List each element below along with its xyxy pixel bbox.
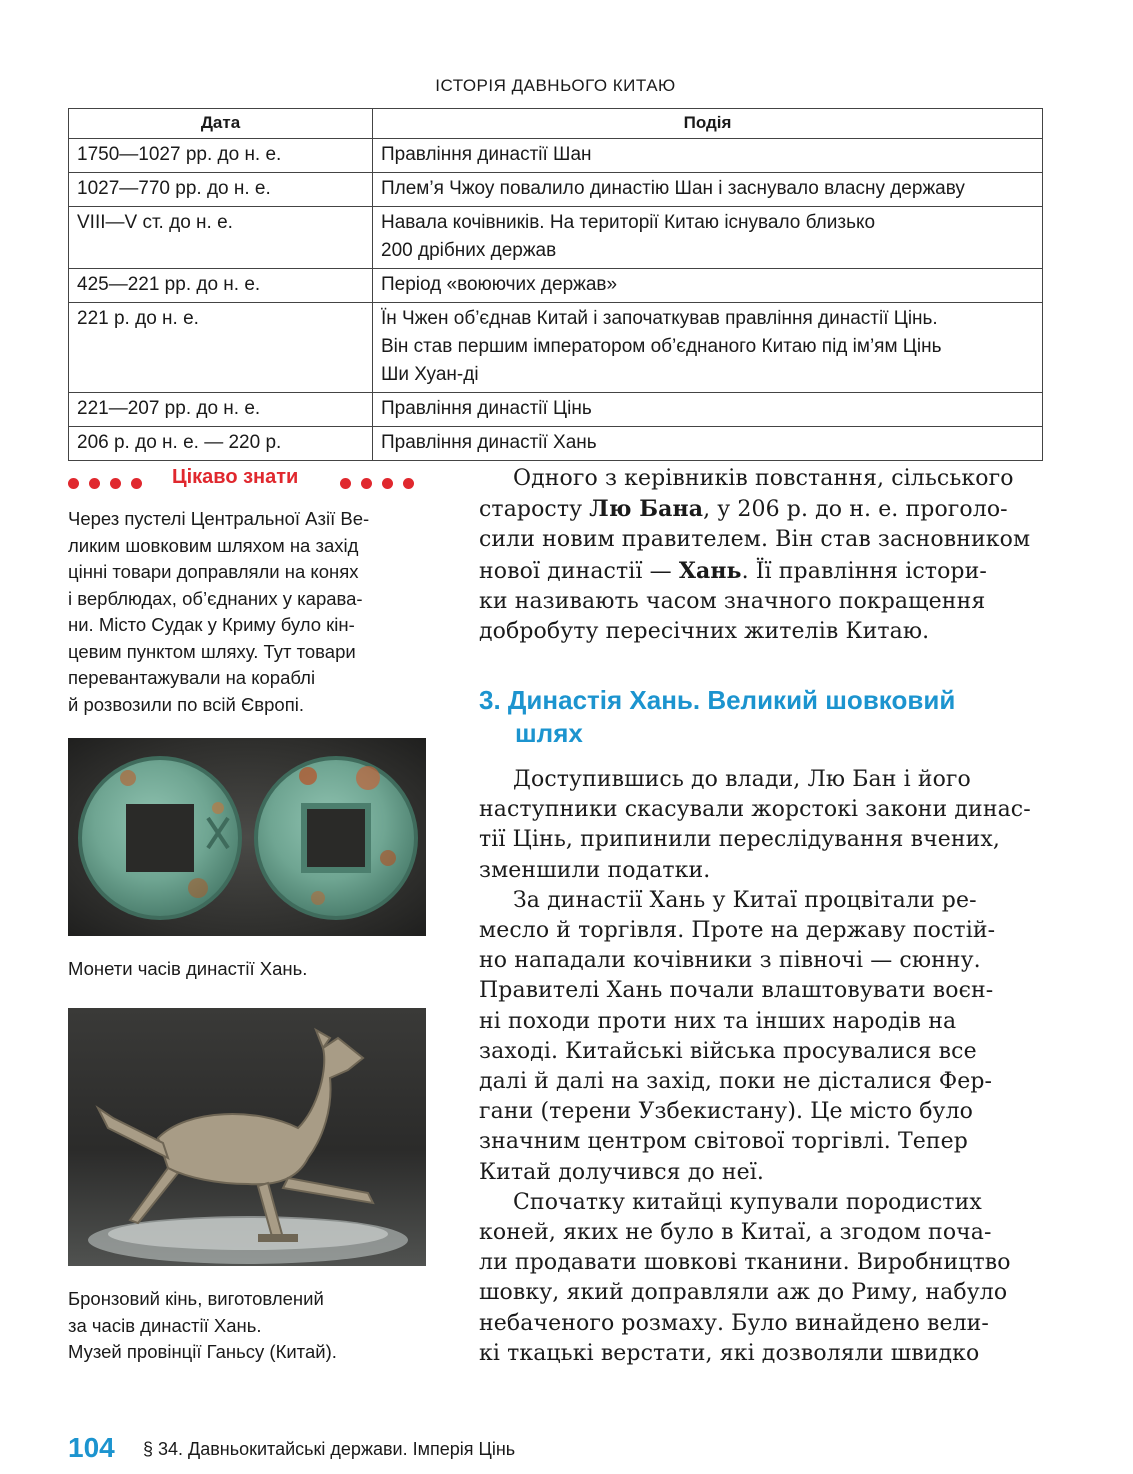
date-cell: 221 р. до н. е. <box>69 303 373 393</box>
table-row <box>69 207 1043 269</box>
date-cell: 425—221 рр. до н. е. <box>69 269 373 303</box>
coin-right <box>256 758 416 918</box>
fact-line: цінні товари доправляли на конях <box>68 561 359 582</box>
body-line: тії Цінь, припинили переслідування вчених, <box>479 827 1000 853</box>
fact-box-text <box>68 506 413 718</box>
fact-line: ликим шовковим шляхом на захід <box>68 534 359 556</box>
body-line: ли продавати шовкові тканини. Виробництво <box>479 1250 1011 1276</box>
horse-photo <box>68 1008 426 1266</box>
body-line: шовку, який доправляли аж до Риму, набуло <box>479 1280 1008 1306</box>
intro-line: старосту Лю Бана, у 206 р. до н. е. проголо- <box>479 496 1008 523</box>
event-cell: Правління династії Шан <box>373 139 1043 173</box>
date-cell: 221—207 рр. до н. е. <box>69 393 373 427</box>
intro-line: сили новим правителем. Він став засновником <box>479 527 1031 553</box>
body-line: Доступившись до влади, Лю Бан і його <box>513 767 971 792</box>
fact-box-header <box>68 466 428 496</box>
fact-line: Через пустелі Центральної Азії Ве- <box>68 508 370 529</box>
page-number: 104 <box>68 1432 115 1463</box>
body-line: далі й далі на захід, поки не дісталися Фер- <box>479 1069 993 1095</box>
table-row <box>69 173 1043 207</box>
table-row <box>69 427 1043 461</box>
date-cell: 1750—1027 рр. до н. е. <box>69 139 373 173</box>
bold-name: Лю Бана <box>589 496 704 523</box>
main-paragraphs <box>479 765 1044 1369</box>
body-line: зменшили податки. <box>479 857 711 883</box>
intro-line: нової династії — Хань. Її правління істори- <box>479 557 987 584</box>
body-line: гани (терени Узбекистану). Це місто було <box>479 1099 974 1125</box>
table-row <box>69 139 1043 173</box>
intro-paragraph <box>479 464 1044 647</box>
body-line: наступники скасували жорстокі закони динас- <box>479 797 1031 823</box>
intro-line: добробуту пересічних жителів Китаю. <box>479 619 930 645</box>
table-row <box>69 393 1043 427</box>
intro-line: ки називають часом значного покращення <box>479 588 986 614</box>
date-cell: VIII—V ст. до н. е. <box>69 207 373 269</box>
table-row <box>69 269 1043 303</box>
body-line: кі ткацькі верстати, які дозволяли швидко <box>479 1340 980 1366</box>
intro-line: Одного з керівників повстання, сільського <box>513 466 1014 491</box>
body-line: коней, яких не було в Китаї, а згодом поча- <box>479 1220 992 1246</box>
bold-dynasty: Хань <box>678 557 742 584</box>
event-cell: Період «воюючих держав» <box>373 269 1043 303</box>
body-line: значним центром світової торгівлі. Тепер <box>479 1129 968 1155</box>
fact-line: цевим пунктом шляху. Тут товари <box>68 640 356 662</box>
date-cell: 1027—770 рр. до н. е. <box>69 173 373 207</box>
body-line: но нападали кочівники з півночі — сюнну. <box>479 948 981 974</box>
event-cell: Навала кочівників. На території Китаю існувало близько 200 дрібних держав <box>373 207 1043 269</box>
body-line: небаченого розмаху. Було винайдено вели- <box>479 1310 989 1336</box>
fact-line: й розвозили по всій Європі. <box>68 693 304 715</box>
header-event: Подія <box>373 109 1043 139</box>
horse-caption: Бронзовий кінь, виготовлений за часів династії Хань. Музей провінції Ганьсу (Китай). <box>68 1288 337 1362</box>
chronology-table <box>68 108 1043 461</box>
body-line: месло й торгівля. Проте на державу постій- <box>479 918 996 944</box>
table-header-row <box>69 109 1043 139</box>
section-heading: 3. Династія Хань. Великий шовковий шлях <box>479 685 956 748</box>
body-line: ні походи проти них та інших народів на <box>479 1008 957 1034</box>
body-line: заході. Китайські війська просувалися все <box>479 1038 977 1064</box>
decorative-dots-left <box>68 476 152 494</box>
header-date: Дата <box>69 109 373 139</box>
fact-box-title: Цікаво знати <box>172 466 299 488</box>
event-cell: Правління династії Хань <box>373 427 1043 461</box>
body-line: Спочатку китайці купували породистих <box>513 1189 982 1215</box>
chapter-title: § 34. Давньокитайські держави. Імперія Цінь <box>143 1439 516 1459</box>
body-line: Правителі Хань почали влаштовувати воєн- <box>479 978 994 1004</box>
table-title: ІСТОРІЯ ДАВНЬОГО КИТАЮ <box>435 76 676 95</box>
fact-line: ни. Місто Судак у Криму було кін- <box>68 614 355 635</box>
event-cell: Їн Чжен об’єднав Китай і започаткував правління династії Цінь. Він став першим імператором об’єднаного Китаю під ім’ям Цінь Ши Хуан-ді <box>373 303 1043 393</box>
fact-line: перевантажували на кораблі <box>68 667 316 688</box>
decorative-dots-right <box>340 476 424 494</box>
fact-line: і верблюдах, об’єднаних у карава- <box>68 587 363 609</box>
event-cell: Плем’я Чжоу повалило династію Шан і заснувало власну державу <box>373 173 1043 207</box>
table-row <box>69 303 1043 393</box>
coins-photo <box>68 738 426 936</box>
coins-caption: Монети часів династії Хань. <box>68 958 308 979</box>
event-cell: Правління династії Цінь <box>373 393 1043 427</box>
body-line: Китай долучився до неї. <box>479 1159 764 1185</box>
date-cell: 206 р. до н. е. — 220 р. <box>69 427 373 461</box>
body-line: За династії Хань у Китаї процвітали ре- <box>513 887 977 913</box>
coin-left <box>80 758 240 918</box>
